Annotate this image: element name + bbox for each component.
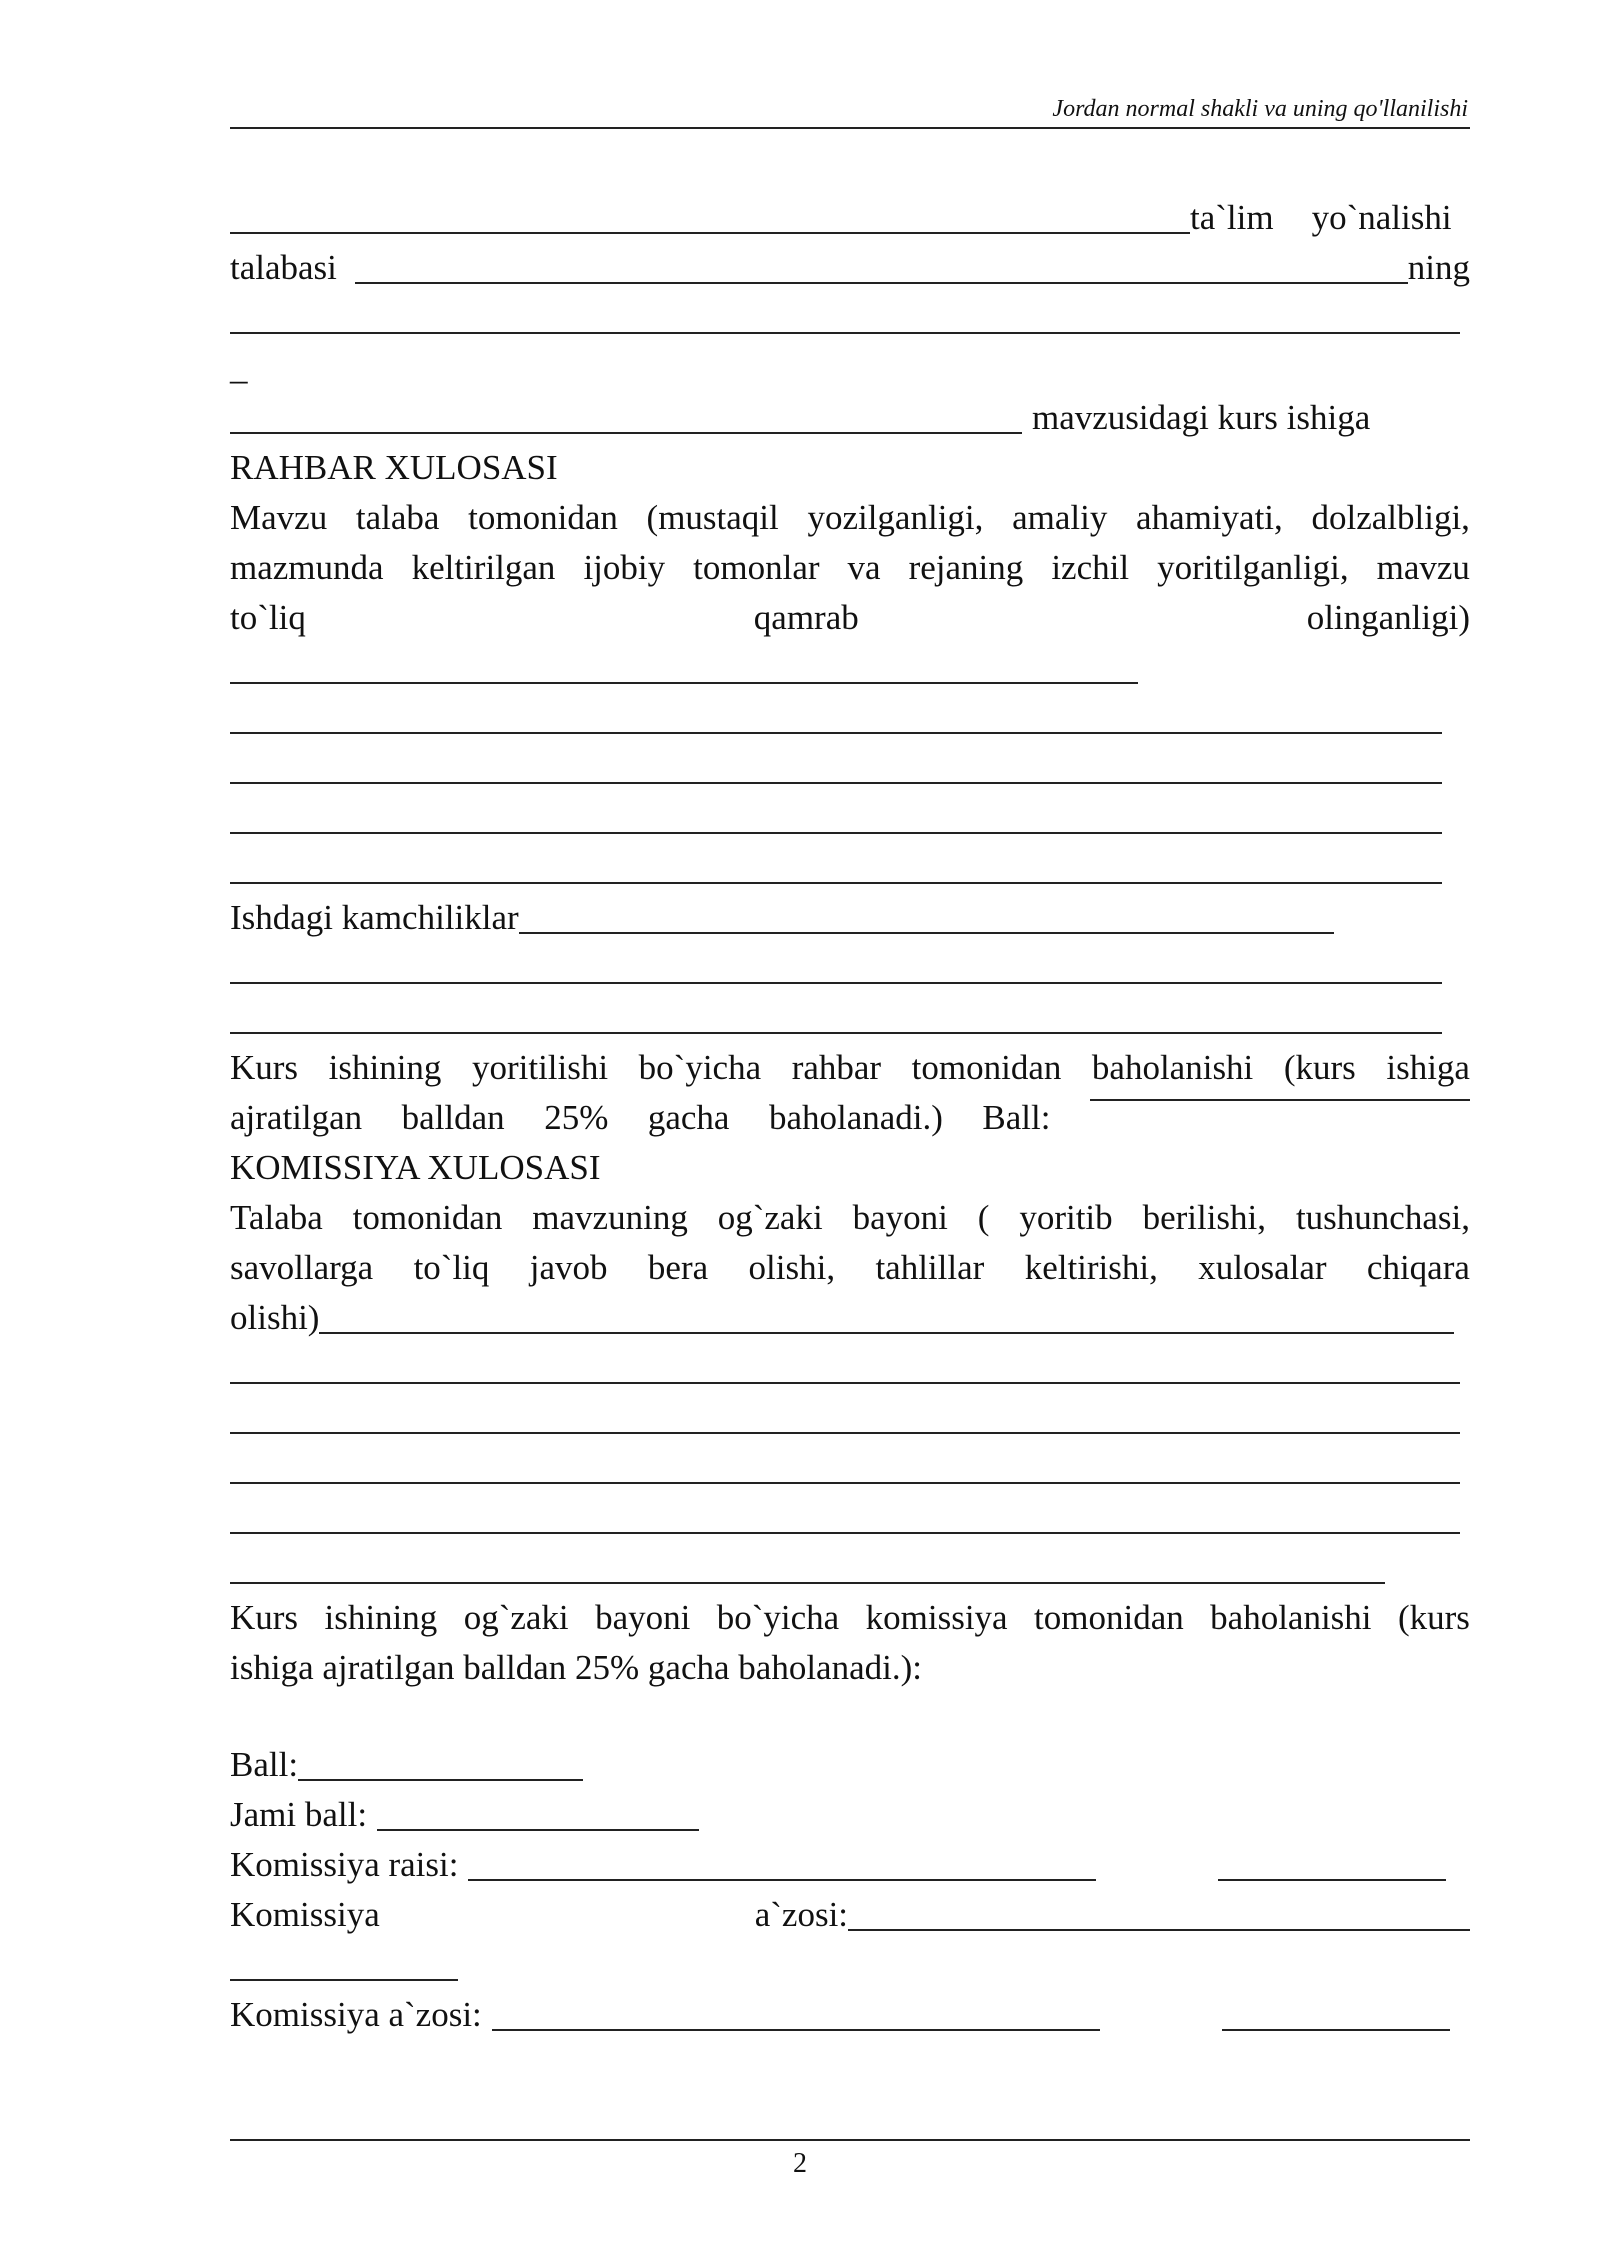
blank-line xyxy=(230,1543,1470,1593)
ball-line xyxy=(230,1740,1470,1790)
word: gacha xyxy=(647,1098,730,1137)
student-name-blank[interactable] xyxy=(355,281,1408,284)
blank-line xyxy=(230,1443,1470,1493)
answer-blank[interactable] xyxy=(230,1481,1460,1484)
topic-suffix: mavzusidagi kurs ishiga xyxy=(1032,398,1371,437)
word: baholanishi xyxy=(1091,1048,1254,1087)
supervisor-ball-blank[interactable] xyxy=(1090,1098,1470,1101)
direction-word: yo`nalishi xyxy=(1311,198,1452,237)
commission-answer-blank[interactable] xyxy=(319,1331,1454,1334)
header-rule xyxy=(230,127,1470,129)
word: olishi, xyxy=(748,1248,836,1287)
word: to`liq xyxy=(230,598,306,637)
supervisor-paragraph-line-3 xyxy=(230,593,1470,643)
answer-blank[interactable] xyxy=(230,731,1442,734)
member-line xyxy=(230,1890,1470,1940)
member2-signature-blank[interactable] xyxy=(1222,2028,1450,2031)
word: (mustaqil xyxy=(646,498,779,537)
member2-line xyxy=(230,1990,1470,2040)
answer-blank[interactable] xyxy=(230,1031,1442,1034)
word: keltirishi, xyxy=(1024,1248,1158,1287)
blank-line xyxy=(230,1343,1470,1393)
supervisor-heading: RAHBAR XULOSASI xyxy=(230,448,558,487)
word: savollarga xyxy=(230,1248,374,1287)
genitive-suffix: ning xyxy=(1407,248,1470,287)
word: bo`yicha xyxy=(716,1598,840,1637)
word: balldan xyxy=(401,1098,505,1137)
total-ball-line xyxy=(230,1790,1470,1840)
student-line xyxy=(230,243,1470,293)
ball-label: Ball: xyxy=(230,1745,299,1784)
blank-line xyxy=(230,293,1470,343)
blank-line xyxy=(230,1393,1470,1443)
direction-blank[interactable] xyxy=(230,231,1190,234)
word: (kurs xyxy=(1397,1598,1470,1637)
word: rejaning xyxy=(908,548,1024,587)
answer-blank[interactable] xyxy=(230,1431,1460,1434)
blank-line xyxy=(230,643,1470,693)
word: bayoni xyxy=(595,1598,691,1637)
member2-name-blank[interactable] xyxy=(492,2028,1100,2031)
word: yoritilishi xyxy=(471,1048,609,1087)
word: ahamiyati, xyxy=(1136,498,1283,537)
topic-blank[interactable] xyxy=(230,331,1460,334)
word: ( xyxy=(977,1198,990,1237)
shortcomings-line xyxy=(230,893,1470,943)
word: izchil xyxy=(1051,548,1130,587)
word: berilishi, xyxy=(1142,1198,1267,1237)
word: yozilganligi, xyxy=(807,498,984,537)
word: amaliy xyxy=(1012,498,1108,537)
answer-blank[interactable] xyxy=(230,981,1442,984)
answer-blank[interactable] xyxy=(230,1531,1460,1534)
word: ishining xyxy=(324,1598,438,1637)
word: olinganligi) xyxy=(1306,598,1470,637)
supervisor-paragraph-line-1 xyxy=(230,493,1470,543)
word: Mavzu xyxy=(230,498,328,537)
word: talaba xyxy=(355,498,440,537)
topic-title-blank[interactable] xyxy=(230,431,1022,434)
word: tushunchasi, xyxy=(1295,1198,1470,1237)
blank-line xyxy=(230,1493,1470,1543)
total-ball-label: Jami ball: xyxy=(230,1795,368,1834)
blank-line xyxy=(230,943,1470,993)
commission-heading: KOMISSIYA XULOSASI xyxy=(230,1148,601,1187)
member-signature-line xyxy=(230,1940,1470,1990)
word: mavzu xyxy=(1376,548,1470,587)
blank-line xyxy=(230,843,1470,893)
chair-signature-blank[interactable] xyxy=(1218,1878,1446,1881)
word: bera xyxy=(647,1248,709,1287)
word: Talaba xyxy=(230,1198,323,1237)
direction-suffix: ta`lim xyxy=(1190,198,1274,237)
blank-line xyxy=(230,993,1470,1043)
member-suffix: a`zosi: xyxy=(754,1895,849,1934)
word: va xyxy=(847,548,881,587)
word: tahlillar xyxy=(875,1248,985,1287)
word: ishiga xyxy=(1386,1048,1470,1087)
dash-mark: _ xyxy=(230,348,248,387)
commission-paragraph-line-2 xyxy=(230,1243,1470,1293)
supervisor-grade-line-2 xyxy=(230,1093,1470,1143)
word: xulosalar xyxy=(1198,1248,1327,1287)
word: 25% xyxy=(544,1098,609,1137)
word: og`zaki xyxy=(717,1198,823,1237)
shortcomings-blank[interactable] xyxy=(519,931,1334,934)
ball-blank[interactable] xyxy=(298,1778,583,1781)
word: yoritib xyxy=(1019,1198,1113,1237)
student-label: talabasi xyxy=(230,248,337,287)
word: ijobiy xyxy=(583,548,666,587)
word: tomonidan xyxy=(468,498,618,537)
word: chiqara xyxy=(1366,1248,1470,1287)
chair-line xyxy=(230,1840,1470,1890)
answer-blank[interactable] xyxy=(230,881,1442,884)
word: Kurs xyxy=(230,1048,299,1087)
member-name-blank[interactable] xyxy=(848,1928,1470,1931)
word: dolzalbligi, xyxy=(1311,498,1470,537)
direction-line xyxy=(230,193,1470,243)
answer-blank[interactable] xyxy=(230,781,1442,784)
running-header-title: Jordan normal shakli va uning qo'llanilishi xyxy=(1052,96,1468,122)
commission-paragraph-line-1 xyxy=(230,1193,1470,1243)
word: yoritilganligi, xyxy=(1157,548,1349,587)
member2-label: Komissiya a`zosi: xyxy=(230,1995,482,2034)
word: Ball: xyxy=(982,1098,1051,1137)
olishi-label: olishi) xyxy=(230,1298,320,1337)
word: (kurs xyxy=(1283,1048,1356,1087)
word: mazmunda xyxy=(230,548,384,587)
word: rahbar xyxy=(791,1048,882,1087)
word: bayoni xyxy=(852,1198,948,1237)
word: baholanishi xyxy=(1210,1598,1372,1637)
member-word: Komissiya xyxy=(230,1895,380,1934)
member-signature-blank[interactable] xyxy=(230,1978,458,1981)
blank-line xyxy=(230,743,1470,793)
chair-label: Komissiya raisi: xyxy=(230,1845,459,1884)
footer-rule xyxy=(230,2139,1470,2141)
word: qamrab xyxy=(753,598,859,637)
dash-line xyxy=(230,343,1470,393)
answer-blank[interactable] xyxy=(230,831,1442,834)
answer-blank[interactable] xyxy=(230,1581,1385,1584)
word: keltirilgan xyxy=(411,548,556,587)
commission-grade-line-2: ishiga ajratilgan balldan 25% gacha baholanadi.): xyxy=(230,1648,922,1687)
word: og`zaki xyxy=(463,1598,569,1637)
topic-line xyxy=(230,393,1470,443)
word: baholanadi.) xyxy=(768,1098,943,1137)
word: ishining xyxy=(328,1048,442,1087)
word: tomonidan xyxy=(1034,1598,1184,1637)
word: tomonlar xyxy=(693,548,820,587)
commission-grade-line-1 xyxy=(230,1593,1470,1643)
word: tomonidan xyxy=(911,1048,1062,1087)
blank-line xyxy=(230,693,1470,743)
word: ajratilgan xyxy=(230,1098,363,1137)
chair-name-blank[interactable] xyxy=(468,1878,1096,1881)
answer-blank[interactable] xyxy=(230,1381,1460,1384)
page-number: 2 xyxy=(793,2148,807,2179)
shortcomings-label: Ishdagi kamchiliklar xyxy=(230,898,519,937)
word: javob xyxy=(529,1248,608,1287)
answer-blank[interactable] xyxy=(230,681,1138,684)
total-ball-blank[interactable] xyxy=(377,1828,699,1831)
word: Kurs xyxy=(230,1598,299,1637)
word: mavzuning xyxy=(532,1198,688,1237)
blank-line xyxy=(230,793,1470,843)
supervisor-grade-line-1 xyxy=(230,1043,1470,1093)
word: bo`yicha xyxy=(638,1048,762,1087)
word: komissiya xyxy=(865,1598,1008,1637)
commission-paragraph-line-3 xyxy=(230,1293,1470,1343)
word: tomonidan xyxy=(352,1198,503,1237)
supervisor-paragraph-line-2 xyxy=(230,543,1470,593)
word: to`liq xyxy=(413,1248,490,1287)
